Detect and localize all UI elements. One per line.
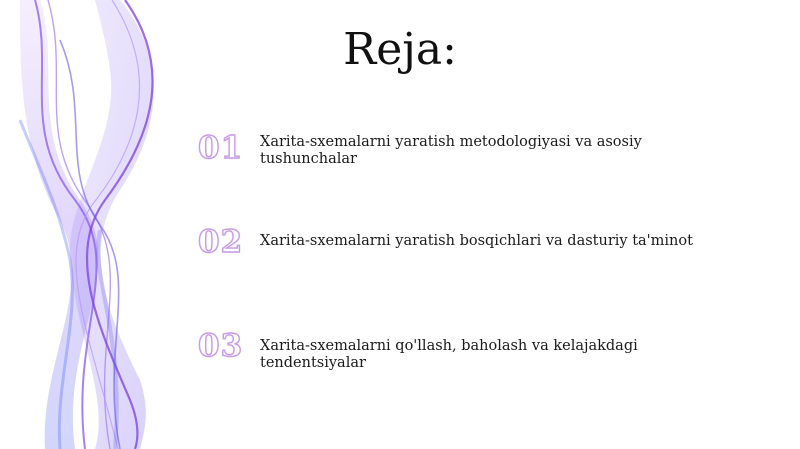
purple-ribbon-decoration (0, 0, 200, 449)
agenda-item-number: 01 (198, 130, 244, 166)
agenda-item-text: Xarita-sxemalarni qo'llash, baholash va kelajakdagi tendentsiyalar (260, 338, 638, 371)
slide-title: Reja: (343, 24, 457, 75)
agenda-item-1 (198, 131, 778, 171)
agenda-item-text: Xarita-sxemalarni yaratish bosqichlari va dasturiy ta'minot (260, 233, 693, 249)
agenda-item-number: 02 (198, 224, 244, 260)
agenda-item-3 (198, 329, 778, 369)
agenda-item-number: 03 (198, 328, 244, 364)
agenda-item-2 (198, 225, 778, 265)
agenda-item-text: Xarita-sxemalarni yaratish metodologiyasi va asosiy tushunchalar (260, 134, 642, 167)
